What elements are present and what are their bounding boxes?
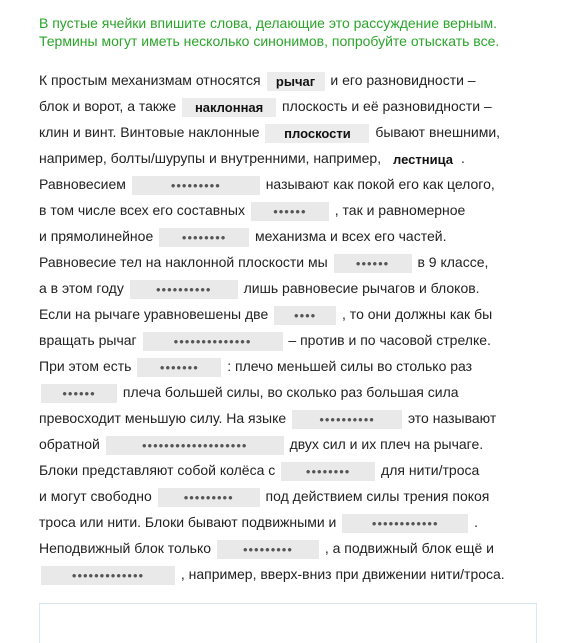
text-fragment: Равновесие тел на наклонной плоскости мы — [39, 254, 332, 270]
text-fragment: Неподвижный блок только — [39, 540, 215, 556]
answer-cell-filled[interactable]: лестница — [393, 151, 453, 167]
text-fragment: , так и равномерное — [330, 202, 466, 218]
text-fragment: а в этом году — [39, 280, 128, 296]
answer-cell-empty[interactable]: ••••••••• — [158, 488, 260, 507]
text-line — [39, 249, 569, 275]
text-line — [39, 119, 569, 145]
text-fragment: это называют — [404, 410, 497, 426]
text-line — [39, 275, 569, 301]
text-fragment: называют как покой его как целого, — [261, 176, 495, 192]
answer-cell-empty[interactable]: ••••••••• — [217, 540, 319, 559]
text-fragment: в 9 классе, — [413, 254, 489, 270]
text-line — [39, 457, 569, 483]
text-line — [39, 353, 569, 379]
text-fragment: например, болты/шурупы и внутренними, например, — [39, 150, 386, 166]
answer-cell-empty[interactable]: •••••• — [251, 202, 329, 221]
text-fragment: плоскость и её разновидности – — [278, 98, 492, 114]
answer-cell-empty[interactable]: •••••••••••• — [342, 514, 468, 533]
answer-cell-filled[interactable]: наклонная — [182, 98, 276, 117]
text-fragment: , например, вверх-вниз при движении нити/троса. — [177, 566, 505, 582]
text-line — [39, 145, 569, 171]
text-line — [39, 223, 569, 249]
text-fragment: превосходит меньшую силу. На языке — [39, 410, 291, 426]
text-line — [39, 301, 569, 327]
text-fragment: – против и по часовой стрелке. — [284, 332, 491, 348]
text-line — [39, 379, 569, 405]
answer-cell-empty[interactable]: ••••••••••••••••••• — [106, 436, 284, 455]
text-fragment: в том числе всех его составных — [39, 202, 249, 218]
answer-cell-empty[interactable]: •••••••••• — [130, 280, 238, 299]
text-fragment: вращать рычаг — [39, 332, 141, 348]
text-line — [39, 327, 569, 353]
text-fragment: . — [461, 150, 465, 166]
text-fragment: Блоки представляют собой колёса с — [39, 462, 280, 478]
text-fragment: двух сил и их плеч на рычаге. — [285, 436, 484, 452]
answer-cell-empty[interactable]: ••••••••• — [132, 176, 260, 195]
text-line — [39, 509, 569, 535]
text-fragment: При этом есть — [39, 358, 136, 374]
answer-cell-filled[interactable]: рычаг — [267, 72, 325, 91]
text-line — [39, 483, 569, 509]
answer-cell-empty[interactable]: •••••••••••••• — [143, 332, 283, 351]
text-fragment: плеча большей силы, во сколько раз большая сила — [119, 384, 459, 400]
text-fragment: бывают внешними, — [371, 124, 501, 140]
text-fragment: Если на рычаге уравновешены две — [39, 306, 273, 322]
text-fragment: и его разновидности – — [326, 72, 476, 88]
instructions-line-2: Термины могут иметь несколько синонимов, попробуйте отыскать все. — [39, 33, 500, 49]
text-fragment: механизма и всех его частей. — [251, 228, 447, 244]
text-fragment: , то они должны как бы — [338, 306, 493, 322]
text-fragment: К простым механизмам относятся — [39, 72, 265, 88]
answer-cell-filled[interactable]: плоскости — [265, 124, 369, 143]
text-fragment: лишь равновесие рычагов и блоков. — [239, 280, 480, 296]
text-fragment: блок и ворот, а также — [39, 98, 181, 114]
answer-cell-empty[interactable]: •••••• — [41, 384, 117, 403]
text-line — [39, 561, 569, 587]
text-fragment: и прямолинейное — [39, 228, 158, 244]
text-line — [39, 197, 569, 223]
answer-cell-empty[interactable]: ••••••• — [137, 358, 221, 377]
text-fragment: троса или нити. Блоки бывают подвижными и — [39, 514, 341, 530]
text-line — [39, 535, 569, 561]
text-line — [39, 171, 569, 197]
answer-cell-empty[interactable]: •••••••• — [159, 228, 249, 247]
answer-panel — [39, 603, 537, 643]
answer-cell-empty[interactable]: •••••• — [334, 254, 412, 273]
text-fragment: Равновесием — [39, 176, 130, 192]
answer-cell-empty[interactable]: ••••••••••••• — [41, 566, 175, 585]
text-line — [39, 431, 569, 457]
text-fragment: , а подвижный блок ещё и — [320, 540, 494, 556]
text-fragment: для нити/троса — [377, 462, 480, 478]
text-line — [39, 405, 569, 431]
answer-cell-empty[interactable]: •••• — [274, 306, 336, 325]
text-fragment: и могут свободно — [39, 488, 156, 504]
text-fragment: под действием силы трения покоя — [261, 488, 490, 504]
instructions-line-1: В пустые ячейки впишите слова, делающие это рассуждение верным. — [39, 15, 498, 31]
instructions — [39, 14, 569, 50]
text-fragment: : плечо меньшей силы во столько раз — [223, 358, 473, 374]
text-line — [39, 93, 569, 119]
answer-cell-empty[interactable]: •••••••• — [281, 462, 375, 481]
text-fragment: обратной — [39, 436, 104, 452]
exercise-text — [39, 67, 569, 587]
text-fragment: . — [470, 514, 479, 530]
answer-cell-empty[interactable]: •••••••••• — [292, 410, 402, 429]
text-line — [39, 67, 569, 93]
text-fragment: клин и винт. Винтовые наклонные — [39, 124, 264, 140]
